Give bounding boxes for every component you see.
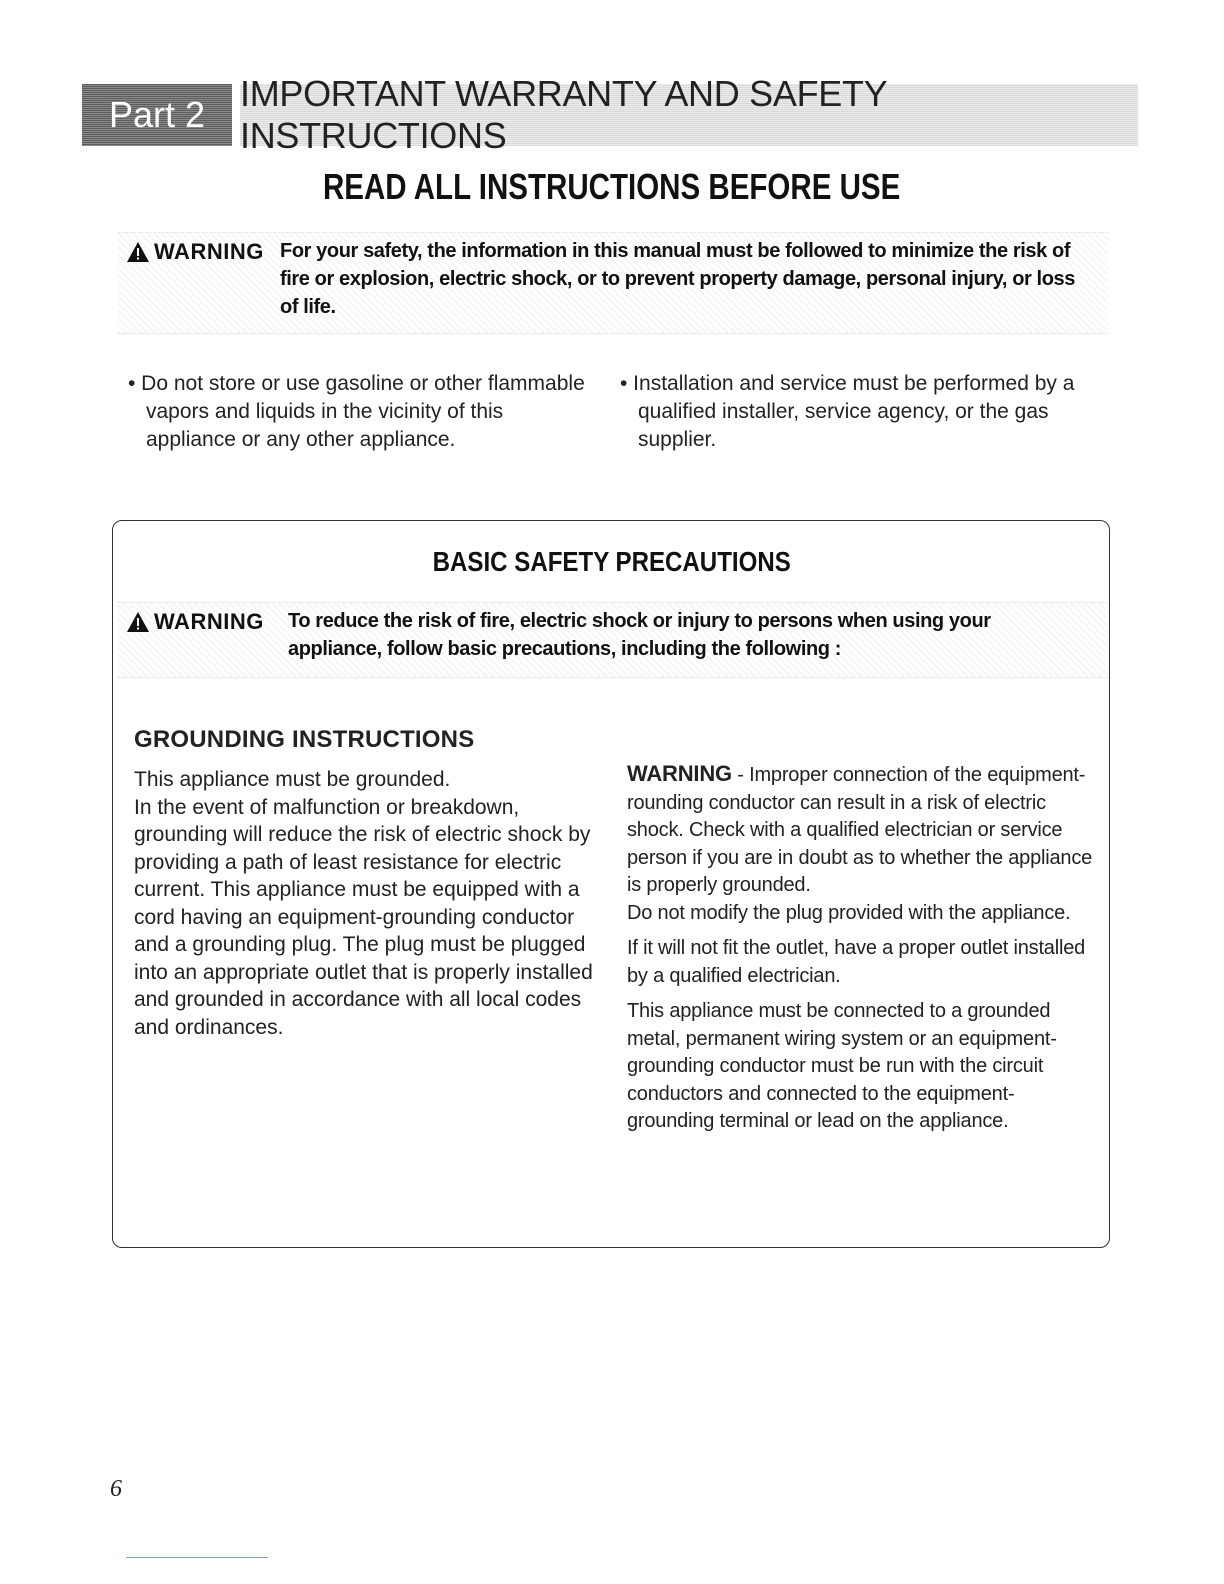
grounding-paragraph: In the event of malfunction or breakdown, grounding will reduce the risk of electric shock by providing a path of least resistance for electric current. This appliance must be equipped with a cord having an equipment-grounding conductor and a grounding plug. The plug must be plugged into an appropriate outlet that is properly installed and grounded in accordance with all local codes and ordinances. [134,795,593,1039]
right-para-2: Do not modify the plug provided with the appliance. [627,901,1071,924]
warning-triangle-icon [126,611,150,633]
grounding-line1: This appliance must be grounded. [134,768,451,791]
footer-line [126,1557,268,1558]
warning-text-2: To reduce the risk of fire, electric shock or injury to persons when using your appliance, follow basic precautions, including the following : [288,610,991,660]
basic-safety-title: BASIC SAFETY PRECAUTIONS [432,546,791,577]
right-para-4: This appliance must be connected to a grounded metal, permanent wiring system or an equipment-grounding conductor must be run with the circuit conductors and connected to the equipment-grounding terminal or lead on the appliance. [627,1000,1057,1132]
inline-warning-label: WARNING [627,761,732,786]
warning-label-1: WARNING [126,239,264,265]
bullet-left: • Do not store or use gasoline or other flammable vapors and liquids in the vicinity of this appliance or any other appliance. [128,372,585,451]
section-title: IMPORTANT WARRANTY AND SAFETY INSTRUCTIONS [240,73,887,156]
part-label: Part 2 [108,94,206,135]
warning-triangle-icon [126,241,150,263]
right-warning-paragraph [627,760,1097,900]
bullet-right: • Installation and service must be performed by a qualified installer, service agency, or the gas supplier. [620,372,1075,451]
part-tab [82,84,232,146]
right-column [627,760,1097,1136]
grounding-body [134,766,614,1041]
main-title: READ ALL INSTRUCTIONS BEFORE USE [322,166,901,207]
warning-box-1 [118,232,1108,334]
section-title-bar [240,73,1138,156]
warning-label-2: WARNING [126,609,264,635]
warning-text-1: For your safety, the information in this manual must be followed to minimize the risk of fire or explosion, electric shock, or to prevent property damage, personal injury, or loss of life. [280,240,1075,318]
right-para-3: If it will not fit the outlet, have a proper outlet installed by a qualified electrician. [627,937,1086,987]
inline-warning-text: - Improper connection of the equipment- rounding conductor can result in a risk of electric shock. Check with a qualified electrician or service person if you are in doubt as to whether the appliance is properly grounded. [627,764,1093,896]
page-number: 6 [110,1476,122,1502]
grounding-heading: GROUNDING INSTRUCTIONS [134,726,475,753]
warning-box-2 [118,602,1108,678]
